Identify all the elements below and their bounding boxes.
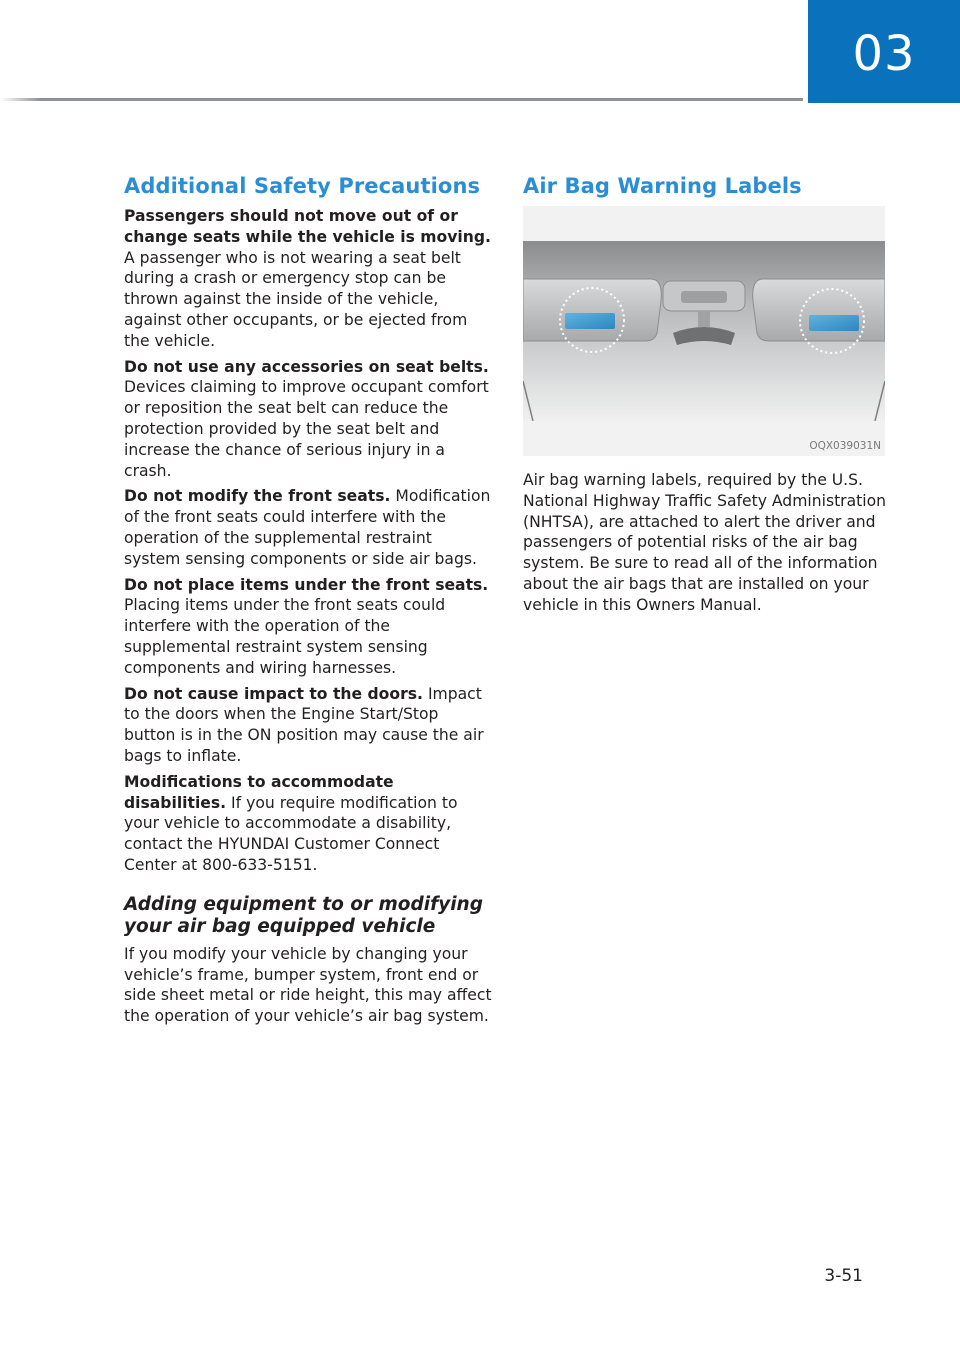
paragraph-items-under-seats	[124, 575, 492, 679]
paragraph-lead: Passengers should not move out of or change seats while the vehicle is moving.	[124, 207, 491, 246]
section-title-warning-labels: Air Bag Warning Labels	[523, 174, 802, 198]
paragraph-text: Impact to the doors when the Engine Start/Stop button is in the ON position may cause the air bags to inflate.	[124, 684, 484, 765]
header-rule-fade	[0, 98, 40, 101]
airbag-warning-label-passenger	[809, 315, 859, 331]
paragraph-passengers-moving	[124, 206, 492, 352]
chapter-tab	[808, 0, 960, 103]
airbag-warning-label-driver	[565, 313, 615, 329]
paragraph-modify-front-seats	[124, 486, 492, 569]
paragraph-lead: Do not place items under the front seats.	[124, 575, 489, 594]
paragraph-impact-doors	[124, 684, 492, 767]
paragraph-lead: Modifications to accommodate disabilities.	[124, 772, 394, 812]
sun-visor-illustration	[523, 206, 885, 456]
chapter-number: 03	[852, 25, 916, 82]
subsection-title-modifying-vehicle: Adding equipment to or modifying your air bag equipped vehicle	[124, 893, 483, 937]
figure-caption: Air bag warning labels, required by the U.S. National Highway Traffic Safety Administration (NHTSA), are attached to alert the driver and passengers of potential risks of the air bag system. Be sure to read all of the information about the air bags that are installed on your vehicle in this Owners Manual.	[523, 471, 887, 614]
page-number: 3-51	[824, 1266, 863, 1286]
subsection-text: If you modify your vehicle by changing your vehicle’s frame, bumper system, front end or side sheet metal or ride height, this may affect the operation of your vehicle’s air bag system.	[124, 944, 492, 1026]
paragraph-text: Devices claiming to improve occupant comfort or reposition the seat belt can reduce the protection provided by the seat belt and increase the chance of serious injury in a crash.	[124, 378, 489, 480]
right-column	[523, 170, 888, 621]
paragraph-text: A passenger who is not wearing a seat belt during a crash or emergency stop can be thrown against the inside of the vehicle, against other occupants, or be ejected from the vehicle.	[124, 248, 468, 350]
paragraph-seat-belt-accessories	[124, 357, 492, 482]
paragraph-lead: Do not cause impact to the doors.	[124, 684, 423, 703]
left-column	[124, 170, 492, 1032]
paragraph-disabilities	[124, 772, 492, 876]
section-title-safety-precautions: Additional Safety Precautions	[124, 174, 481, 198]
paragraph-lead: Do not modify the front seats.	[124, 487, 391, 506]
paragraph-text: Modification of the front seats could interfere with the operation of the supplemental restraint system sensing components or side air bags.	[124, 487, 491, 568]
header-rule	[0, 98, 803, 101]
paragraph-text: Placing items under the front seats could interfere with the operation of the supplemental restraint system sensing components and wiring harnesses.	[124, 596, 446, 677]
paragraph-text: If you require modification to your vehicle to accommodate a disability, contact the HYUNDAI Customer Connect Center at 800-633-5151.	[124, 793, 458, 874]
figure-code: OQX039031N	[809, 440, 881, 452]
sun-visor-drawing	[523, 241, 885, 421]
paragraph-lead: Do not use any accessories on seat belts.	[124, 357, 489, 376]
